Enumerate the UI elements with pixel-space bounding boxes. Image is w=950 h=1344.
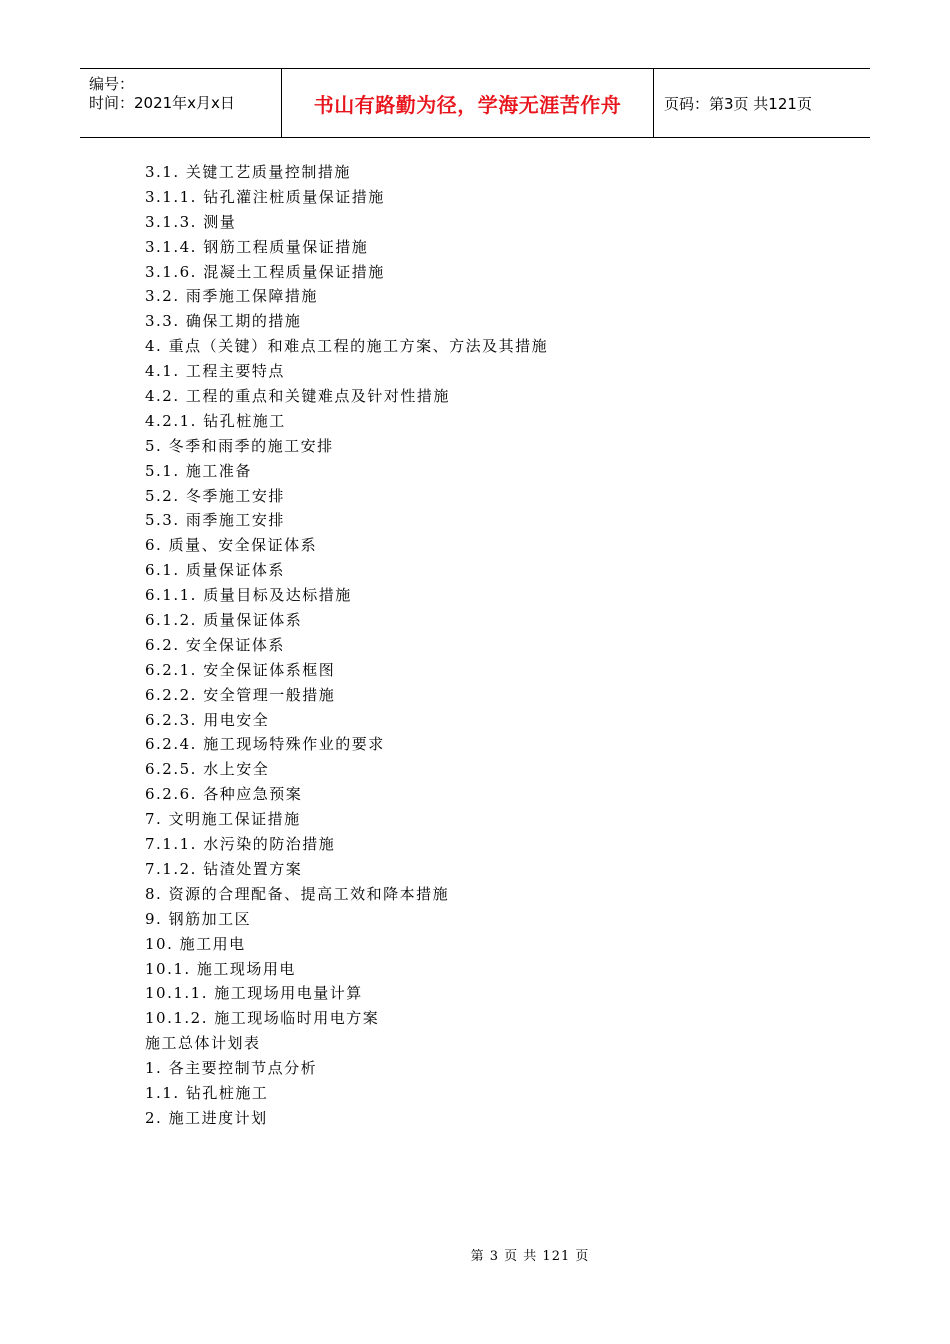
toc-entry: 7.1.2. 钻渣处置方案 [145, 859, 303, 878]
page-header [80, 68, 870, 138]
toc-entry: 6.2.3. 用电安全 [145, 710, 270, 729]
toc-entry: 6. 质量、安全保证体系 [145, 536, 318, 555]
toc-entry: 4.2.1. 钻孔桩施工 [145, 411, 286, 430]
toc-entry: 10. 施工用电 [145, 934, 246, 953]
toc-entry: 2. 施工进度计划 [145, 1108, 268, 1127]
toc-entry: 6.1. 质量保证体系 [145, 561, 285, 580]
toc-entry: 6.1.1. 质量目标及达标措施 [145, 586, 352, 605]
toc-entry: 10.1.2. 施工现场临时用电方案 [145, 1009, 380, 1028]
page-footer [0, 1245, 950, 1264]
toc-entry: 4.2. 工程的重点和关键难点及针对性措施 [145, 387, 450, 406]
toc-entry: 6.2.6. 各种应急预案 [145, 785, 303, 804]
toc-entry: 3.1.6. 混凝土工程质量保证措施 [145, 262, 385, 281]
document-number-label: 编号： [89, 75, 135, 93]
toc-entry: 8. 资源的合理配备、提高工效和降本措施 [145, 884, 450, 903]
toc-entry: 3.1. 关键工艺质量控制措施 [145, 163, 351, 181]
footer-page-number: 第 3 页 共 121 页 [470, 1249, 590, 1264]
toc-entry: 6.2.4. 施工现场特殊作业的要求 [145, 735, 385, 754]
toc-entry: 10.1.1. 施工现场用电量计算 [145, 984, 363, 1003]
toc-entry: 10.1. 施工现场用电 [145, 959, 296, 978]
toc-entry: 7.1.1. 水污染的防治措施 [145, 835, 336, 854]
toc-entry: 6.2.1. 安全保证体系框图 [145, 660, 336, 679]
toc-entry: 5.3. 雨季施工安排 [145, 511, 285, 530]
toc-entry: 6.2.2. 安全管理一般措施 [145, 685, 336, 704]
toc-entry: 施工总体计划表 [145, 1034, 261, 1053]
toc-entry: 6.1.2. 质量保证体系 [145, 611, 303, 630]
header-motto: 书山有路勤为径，学海无涯苦作舟 [313, 92, 622, 117]
toc-entry: 9. 钢筋加工区 [145, 909, 252, 928]
header-motto-cell [282, 69, 654, 137]
toc-entry: 3.2. 雨季施工保障措施 [145, 287, 318, 306]
toc-entry: 3.1.3. 测量 [145, 212, 237, 231]
toc-entry: 6.2.5. 水上安全 [145, 760, 270, 779]
toc-entry: 3.3. 确保工期的措施 [145, 312, 302, 331]
header-page-cell [654, 69, 870, 137]
toc-entry: 7. 文明施工保证措施 [145, 810, 301, 829]
toc-entry: 5.1. 施工准备 [145, 461, 252, 480]
document-date: 时间：2021年x月x日 [89, 94, 235, 112]
toc-entry: 5. 冬季和雨季的施工安排 [145, 436, 334, 455]
table-of-contents [145, 160, 548, 1131]
toc-entry: 3.1.4. 钢筋工程质量保证措施 [145, 237, 369, 256]
toc-entry: 6.2. 安全保证体系 [145, 635, 285, 654]
toc-entry: 5.2. 冬季施工安排 [145, 486, 285, 505]
toc-entry: 4.1. 工程主要特点 [145, 362, 285, 381]
header-page-info: 页码：第3页 共121页 [664, 94, 812, 113]
toc-entry: 3.1.1. 钻孔灌注桩质量保证措施 [145, 187, 385, 206]
toc-entry: 4. 重点（关键）和难点工程的施工方案、方法及其措施 [145, 337, 549, 356]
header-meta-cell [80, 69, 282, 137]
toc-entry: 1.1. 钻孔桩施工 [145, 1083, 269, 1102]
toc-entry: 1. 各主要控制节点分析 [145, 1059, 318, 1078]
